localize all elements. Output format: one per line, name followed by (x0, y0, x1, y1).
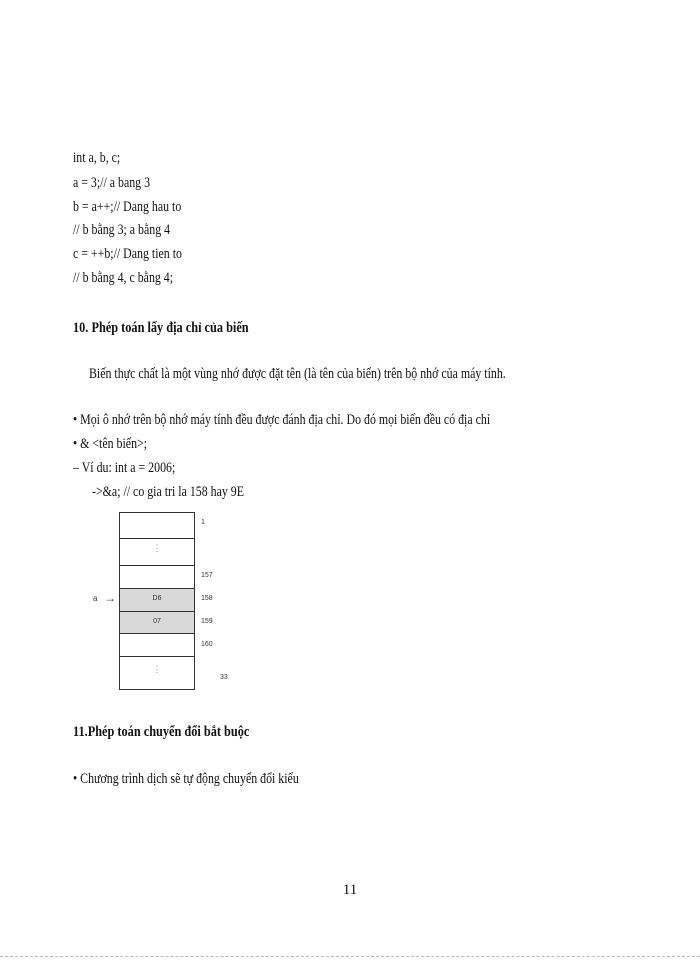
example-line: – Ví du: int a = 2006; (73, 460, 176, 476)
code-line-1: int a, b, c; (73, 150, 121, 166)
section-10-paragraph: Biến thực chất là một vùng nhớ được đặt tên (là tên của biến) trên bộ nhớ của máy tính. (89, 366, 506, 382)
arrow-icon: → (104, 591, 116, 605)
address-label: 158 (201, 595, 213, 602)
page-divider (0, 956, 700, 957)
code-line-4: // b bằng 3; a bằng 4 (73, 222, 171, 238)
variable-label: a (93, 594, 98, 603)
section-10-bullet-2: • & <tên biến>; (73, 436, 148, 452)
address-label: 33 (220, 674, 228, 681)
ellipsis-glyph: ⋮ (152, 664, 162, 674)
memory-cell (120, 565, 194, 588)
address-label: 160 (201, 641, 213, 648)
memory-cell-a (120, 588, 194, 611)
cell-value: 07 (153, 618, 161, 625)
memory-cell (120, 633, 194, 656)
section-10-heading: 10. Phép toán lấy địa chỉ của biến (73, 320, 249, 336)
section-10-bullet-1: • Mọi ô nhớ trên bộ nhớ máy tính đều được đánh địa chỉ. Do đó mọi biến đều có địa chỉ (73, 412, 491, 428)
code-line-3: b = a++;// Dang hau to (73, 199, 182, 215)
memory-cell (120, 656, 194, 688)
code-line-2: a = 3;// a bang 3 (73, 175, 151, 191)
memory-cell (120, 611, 194, 633)
code-line-6: // b bằng 4, c bằng 4; (73, 270, 174, 286)
memory-diagram (119, 512, 195, 690)
memory-cell (120, 538, 194, 565)
section-11-bullet-1: • Chương trình dịch sẽ tự động chuyển đổi kiểu (73, 771, 299, 787)
ellipsis-glyph: ⋮ (152, 543, 162, 553)
example-subline: ->&a; // co gia tri la 158 hay 9E (92, 484, 244, 500)
code-line-5: c = ++b;// Dang tien to (73, 246, 182, 262)
address-label: 157 (201, 572, 213, 579)
memory-cell (120, 512, 194, 538)
cell-value: D6 (152, 595, 162, 602)
address-label: 1 (201, 519, 205, 526)
address-label: 159 (201, 618, 213, 625)
section-11-heading: 11.Phép toán chuyển đổi bắt buộc (73, 724, 250, 740)
page-number: 11 (342, 882, 358, 898)
